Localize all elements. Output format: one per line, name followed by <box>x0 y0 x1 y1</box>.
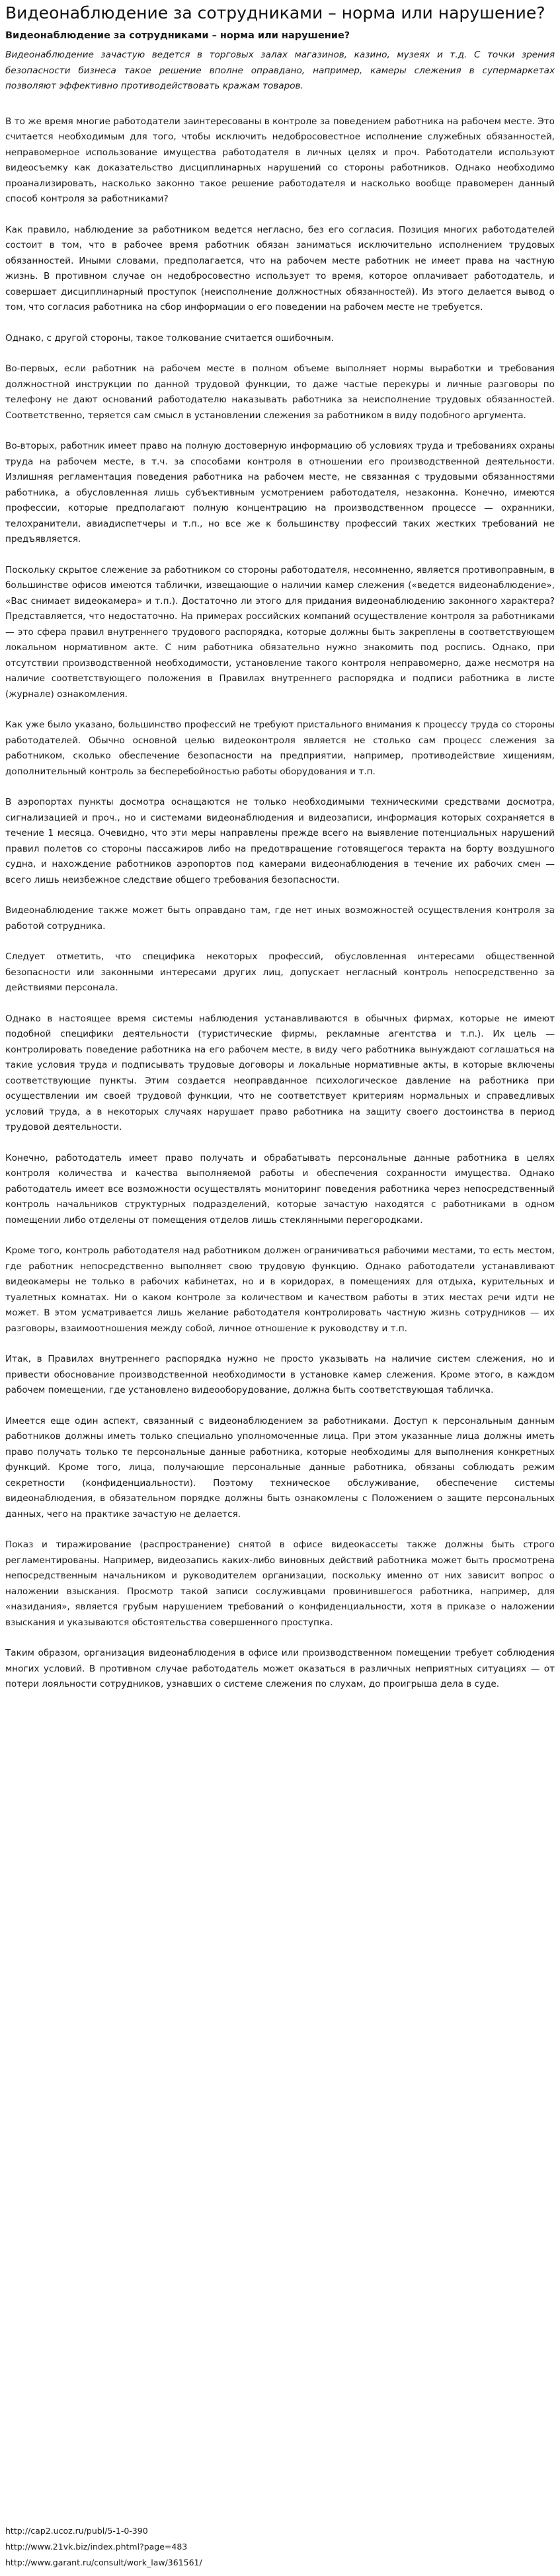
source-link-1[interactable]: http://cap2.ucoz.ru/publ/5-1-0-390 <box>5 2526 148 2536</box>
source-link-3[interactable]: http://www.garant.ru/consult/work_law/361561/ <box>5 2558 202 2567</box>
paragraph-17: Таким образом, организация видеонаблюдения в офисе или производственном помещении требует соблюдения многих условий. В противном случае работодатель может оказаться в различных неприятных ситуациях — от потери лояльности сотрудников, узнавших о системе слежения по слухам, до проигрыша дела в суде. <box>5 1648 555 1689</box>
source-links <box>5 2523 202 2571</box>
page-title: Видеонаблюдение за сотрудниками – норма или нарушение? <box>5 3 545 22</box>
paragraph-2: Как правило, наблюдение за работником ведется негласно, без его согласия. Позиция многих работодателей состоит в том, что в рабочее время работник обязан заниматься исключительно исполнением трудовых обязанностей. Иными словами, предполагается, что на рабочем месте работник не имеет права на частную жизнь. В противном случае он недобросовестно использует то время, которое оплачивает работодатель, и совершает дисциплинарный проступок (неисполнение должностных обязанностей). Из этого делается вывод о том, что согласия работника на сбор информации о его поведении на рабочем месте не требуется. <box>5 224 555 313</box>
paragraph-6: Поскольку скрытое слежение за работником со стороны работодателя, несомненно, является противоправным, в большинстве офисов имеются таблички, извещающие о наличии камер слежения («ведется видеонаблюдение», «Вас снимает видеокамера» и т.п.). Достаточно ли этого для придания видеонаблюдению законного характера? Представляется, что недостаточно. На примерах российских компаний осуществление контроля за работниками — это сфера правил внутреннего трудового распорядка, которые должны быть закреплены в соответствующем локальном нормативном акте. С ним работника обязательно нужно знакомить под роспись. Однако, при отсутствии производственной необходимости, установление такого контроля неправомерно, даже несмотря на наличие соответствующего положения в Правилах внутреннего распорядка и подписи работника в листе (журнале) ознакомления. <box>5 564 555 700</box>
paragraph-16: Показ и тиражирование (распространение) снятой в офисе видеокассеты также должны быть строго регламентированы. Например, видеозапись каких-либо виновных действий работника может быть просмотрена непосредственным начальником и руководителем организации, поскольку именно от них зависит вопрос о наложении взыскания. Просмотр такой записи сослуживцами провинившегося работника, например, для «назидания», является грубым нарушением требований о конфиденциальности, хотя в приказе о наложении взыскания и указываются обстоятельства совершенного проступка. <box>5 1539 555 1628</box>
paragraph-7: Как уже было указано, большинство профессий не требуют пристального внимания к процессу труда со стороны работодателей. Обычно основной целью видеоконтроля является не столько сам процесс слежения за работником, сколько обеспечение безопасности на предприятии, например, противодействие хищениям, дополнительный контроль за бесперебойностью работы оборудования и т.п. <box>5 719 555 777</box>
lead-paragraph: Видеонаблюдение зачастую ведется в торговых залах магазинов, казино, музеях и т.д. С точки зрения безопасности бизнеса такое решение вполне оправдано, например, камеры слежения в супермаркетах позволяют эффективно противодействовать кражам товаров. <box>5 50 555 91</box>
paragraph-4: Во-первых, если работник на рабочем месте в полном объеме выполняет нормы выработки и требования должностной инструкции по данной трудовой функции, то даже частые перекуры и личные разговоры по телефону не дают оснований работодателю наказывать работника за неисполнение трудовых обязанностей. Соответственно, теряется сам смысл в установлении слежения за работником в виду подобного аргумента. <box>5 363 555 421</box>
article-subtitle: Видеонаблюдение за сотрудниками – норма или нарушение? <box>5 30 350 41</box>
source-link-2[interactable]: http://www.21vk.biz/index.phtml?page=483 <box>5 2542 188 2552</box>
paragraph-9: Видеонаблюдение также может быть оправдано там, где нет иных возможностей осуществления контроля за работой сотрудника. <box>5 905 555 932</box>
paragraph-14: Итак, в Правилах внутреннего распорядка нужно не просто указывать на наличие систем слежения, но и привести обоснование производственной необходимости в установке камер слежения. Кроме этого, в каждом рабочем помещении, где установлено видеооборудование, должна быть соответствующая табличка. <box>5 1354 555 1395</box>
paragraph-15: Имеется еще один аспект, связанный с видеонаблюдением за работниками. Доступ к персональным данным работников должны иметь только специально уполномоченные лица. При этом указанные лица должны иметь право получать только те персональные данные работника, которые необходимы для выполнения конкретных функций. Кроме того, лица, получающие персональные данные работника, обязаны соблюдать режим секретности (конфиденциальности). Поэтому техническое обслуживание, обеспечение системы видеонаблюдения, в обязательном порядке должны быть ознакомлены с Положением о защите персональных данных, чего на практике зачастую не делается. <box>5 1415 555 1520</box>
paragraph-3: Однако, с другой стороны, такое толкование считается ошибочным. <box>5 332 334 344</box>
paragraph-12: Конечно, работодатель имеет право получать и обрабатывать персональные данные работника в целях контроля количества и качества выполняемой работы и обеспечения сохранности имущества. Однако работодатель имеет все возможности осуществлять мониторинг поведения работника через непосредственный контроль начальников структурных подразделений, которые зачастую находятся с работниками в одном помещении либо отделены от помещения отделов лишь стеклянными перегородками. <box>5 1152 555 1226</box>
paragraph-1: В то же время многие работодатели заинтересованы в контроле за поведением работника на рабочем месте. Это считается необходимым для того, чтобы исключить недобросовестное исполнение служебных обязанностей, неправомерное использование имущества работодателя в личных целях и проч. Работодатели используют видеосъемку как доказательство дисциплинарных нарушений со стороны работников. Однако необходимо проанализировать, насколько законно такое решение работодателя и насколько вообще правомерен данный способ контроля за работниками? <box>5 116 555 204</box>
paragraph-10: Следует отметить, что специфика некоторых профессий, обусловленная интересами общественной безопасности или законными интересами других лиц, допускает негласный контроль непосредственно за действиями персонала. <box>5 951 555 993</box>
paragraph-11: Однако в настоящее время системы наблюдения устанавливаются в обычных фирмах, которые не имеют подобной специфики деятельности (туристические фирмы, рекламные агентства и т.п.). Их цель — контролировать поведение работника на его рабочем месте, в виду чего работника вынуждают соглашаться на такие условия труда и подписывать трудовые договоры и локальные нормативные акты, в которые включены соответствующие пункты. Этим создается неоправданное психологическое давление на работника при осуществлении им своей трудовой функции, что не соответствует критериям нормальных и справедливых условий труда, а в некоторых случаях нарушает право работника на защиту своего достоинства в период трудовой деятельности. <box>5 1013 555 1132</box>
paragraph-13: Кроме того, контроль работодателя над работником должен ограничиваться рабочими местами, то есть местом, где работник непосредственно выполняет свою трудовую функцию. Однако работодатели устанавливают видеокамеры не только в рабочих кабинетах, но и в коридорах, в помещениях для отдыха, курительных и туалетных комнатах. Ни о каком контроле за количеством и качеством работы в этих местах речи идти не может. В этом усматривается лишь желание работодателя контролировать частную жизнь сотрудников — их разговоры, взаимоотношения между собой, личное отношение к руководству и т.п. <box>5 1245 555 1334</box>
paragraph-5: Во-вторых, работник имеет право на полную достоверную информацию об условиях труда и требованиях охраны труда на рабочем месте, в т.ч. за способами контроля в отношении его производственной деятельности. Излишняя регламентация поведения работника на рабочем месте, не связанная с трудовыми обязанностями работника, а обусловленная лишь субъективным усмотрением работодателя, незаконна. Конечно, имеются профессии, которые предполагают полную концентрацию на производственном процессе — охранники, телохранители, авиадиспетчеры и т.п., но все же к большинству профессий таких жестких требований не предъявляется. <box>5 441 555 544</box>
paragraph-8: В аэропортах пункты досмотра оснащаются не только необходимыми техническими средствами досмотра, сигнализацией и проч., но и системами видеонаблюдения и видеозаписи, информация которых сохраняется в течение 1 месяца. Очевидно, что эти меры направлены прежде всего на выявление потенциальных нарушений правил полетов со стороны пассажиров либо на предотвращение готовящегося теракта на борту воздушного судна, и нахождение работников аэропортов под камерами видеонаблюдения в течение их рабочих смен — всего лишь неизбежное следствие общего требования безопасности. <box>5 797 555 885</box>
